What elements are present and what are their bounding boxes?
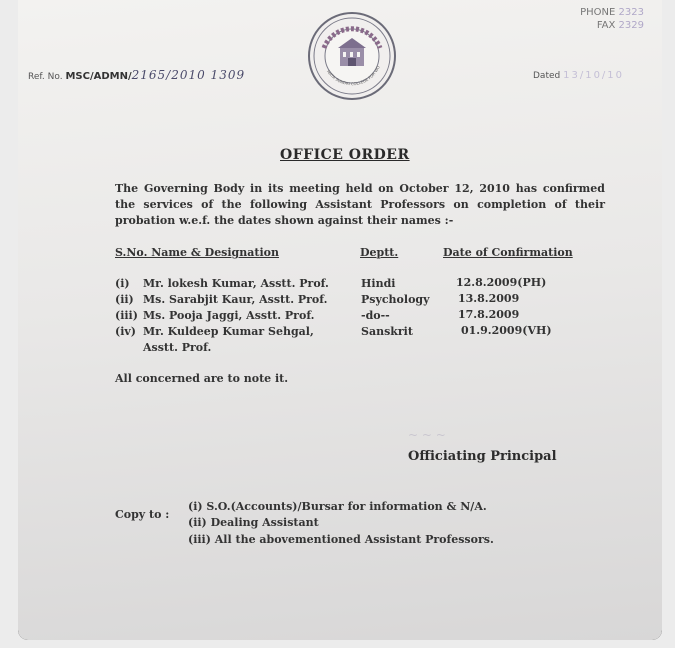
row-num: (ii) <box>115 293 134 306</box>
row-date: 17.8.2009 <box>458 308 520 321</box>
row-name: Ms. Pooja Jaggi, Asstt. Prof. <box>143 309 315 322</box>
dated-field <box>533 70 624 81</box>
row-name: Mr. Kuldeep Kumar Sehgal, <box>143 325 314 338</box>
row-name: Ms. Sarabjit Kaur, Asstt. Prof. <box>143 293 328 306</box>
copy-item: (ii) Dealing Assistant <box>188 516 319 529</box>
order-paragraph: The Governing Body in its meeting held on October 12, 2010 has confirmed the services of the following Assistant Professors on completion of their probation w.e.f. the dates shown against their names :- <box>115 182 605 227</box>
dated-label: Dated <box>533 71 561 81</box>
row-num: (iv) <box>115 325 136 338</box>
fax-value: 2329 <box>618 20 644 31</box>
copy-item: (i) S.O.(Accounts)/Bursar for information & N/A. <box>188 500 487 513</box>
row-name-continued: Asstt. Prof. <box>143 341 212 354</box>
page-title: OFFICE ORDER <box>280 147 410 163</box>
svg-text:MATA SUNDRI COLLEGE FOR WOMEN <box>310 14 381 86</box>
ref-code: MSC/ADMN/ <box>65 71 132 82</box>
signatory-title: Officiating Principal <box>408 449 557 464</box>
col-header-name: S.No. Name & Designation <box>115 246 279 259</box>
row-num: (i) <box>115 277 130 290</box>
college-seal-logo <box>308 12 396 100</box>
row-dept: Sanskrit <box>361 325 413 338</box>
note-text: All concerned are to note it. <box>115 372 289 385</box>
phone-value: 2323 <box>618 7 644 18</box>
row-date: 13.8.2009 <box>458 292 520 305</box>
dated-value: 13/10/10 <box>563 70 625 81</box>
copy-item: (iii) All the abovementioned Assistant Professors. <box>188 533 494 546</box>
seal-text: MATA SUNDRI COLLEGE FOR WO <box>325 64 381 87</box>
row-num: (iii) <box>115 309 138 322</box>
ref-label: Ref. No. <box>28 72 63 82</box>
signature-mark: ~ ~ ~ <box>408 428 446 442</box>
col-header-dept: Deptt. <box>360 246 399 259</box>
fax-label: FAX <box>596 20 616 31</box>
row-name: Mr. lokesh Kumar, Asstt. Prof. <box>143 277 329 290</box>
ref-handwritten: 2165/2010 1309 <box>131 68 246 82</box>
copy-to-label: Copy to : <box>115 508 170 521</box>
photo-frame <box>18 0 662 640</box>
row-dept: Psychology <box>361 293 430 306</box>
row-dept: -do-- <box>361 309 390 322</box>
phone-label: PHONE <box>580 7 616 18</box>
seal-text-ring <box>310 14 394 98</box>
reference-number <box>28 68 245 82</box>
contact-block <box>580 6 644 32</box>
row-date: 12.8.2009(PH) <box>456 276 547 289</box>
row-dept: Hindi <box>361 277 396 290</box>
col-header-date: Date of Confirmation <box>443 246 573 259</box>
row-date: 01.9.2009(VH) <box>461 324 552 337</box>
document-paper <box>18 0 662 640</box>
